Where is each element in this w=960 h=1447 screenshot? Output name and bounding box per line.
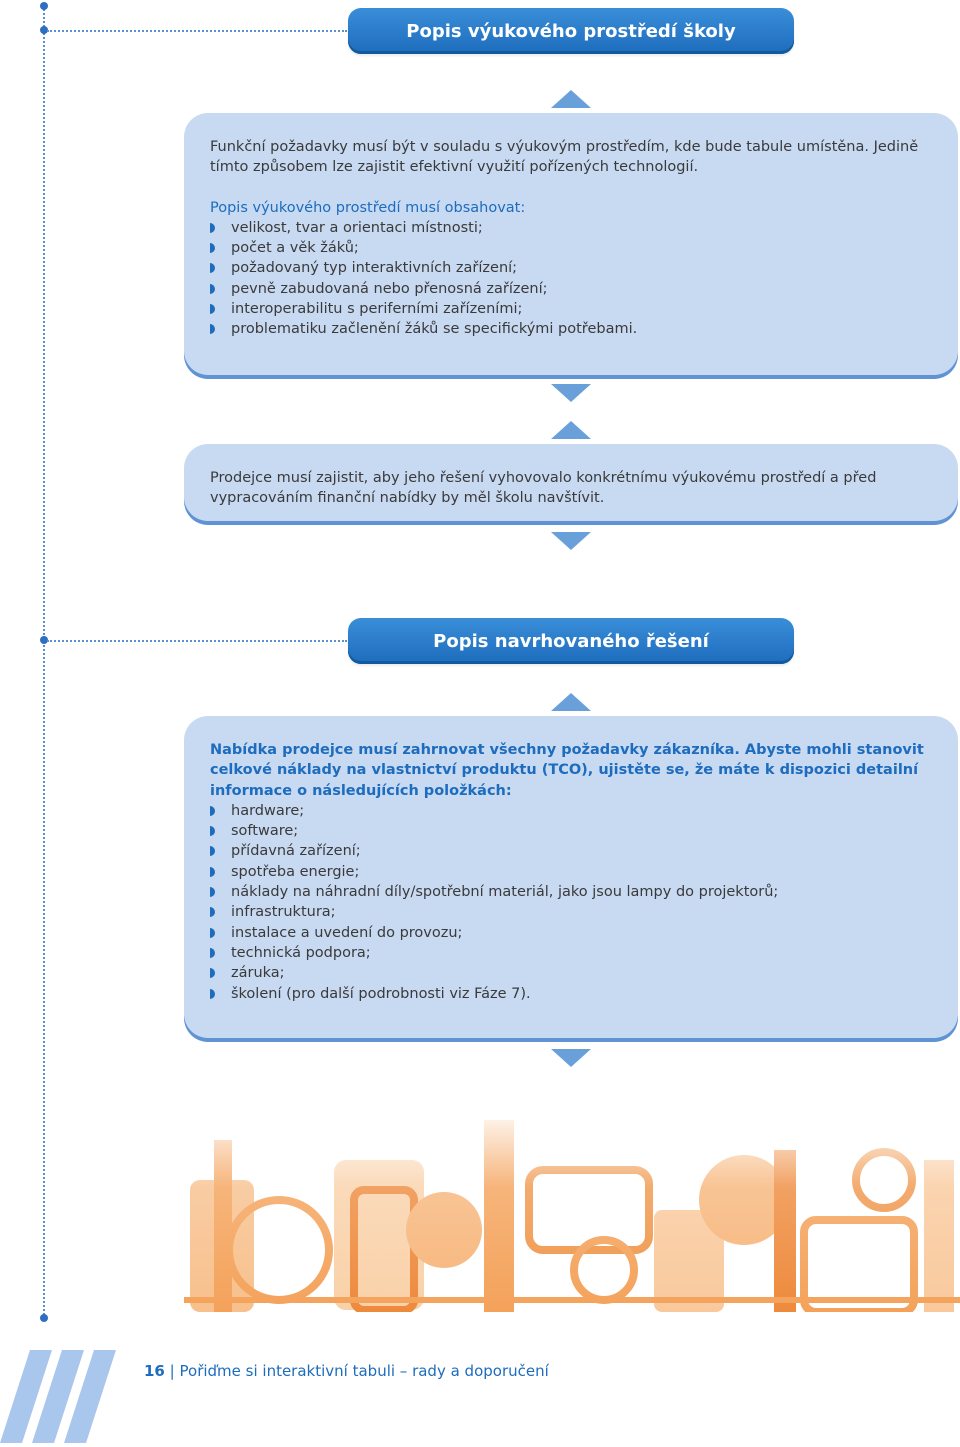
bullet-icon (210, 968, 215, 978)
bullet-icon (210, 887, 215, 897)
requirements-list (210, 218, 938, 340)
arrow-down-icon (551, 532, 591, 550)
footer-separator: | (169, 1362, 175, 1380)
timeline-connector (47, 30, 347, 32)
footer-stripes-decoration (0, 1350, 140, 1443)
vendor-visit-box (184, 444, 958, 521)
timeline-dot (40, 1314, 48, 1322)
offer-intro: Nabídka prodejce musí zahrnovat všechny požadavky zákazníka. Abyste mohli stanovit celkové náklady na vlastnictví produktu (TCO), ujistěte se, že máte k dispozici detailní informace o následujících položkách: (210, 742, 924, 799)
bullet-icon (210, 223, 215, 233)
vendor-visit-paragraph: Prodejce musí zajistit, aby jeho řešení vyhovovalo konkrétnímu výukovému prostředí a před vypracováním finanční nabídky by měl školu navštívit. (210, 470, 877, 507)
bullet-icon (210, 867, 215, 877)
list-item: požadovaný typ interaktivních zařízení; (210, 258, 938, 278)
list-item: počet a věk žáků; (210, 238, 938, 258)
page-footer (144, 1362, 549, 1380)
list-item: přídavná zařízení; (210, 841, 938, 861)
list-item: školení (pro další podrobnosti viz Fáze 7). (210, 984, 938, 1004)
list-item: hardware; (210, 801, 938, 821)
arrow-down-icon (551, 384, 591, 402)
arrow-up-icon (551, 421, 591, 439)
bullet-icon (210, 948, 215, 958)
arrow-down-icon (551, 1049, 591, 1067)
footer-title: Pořiďme si interaktivní tabuli – rady a doporučení (179, 1362, 549, 1380)
list-item: interoperabilitu s periferními zařízeními; (210, 299, 938, 319)
list-item: pevně zabudovaná nebo přenosná zařízení; (210, 279, 938, 299)
list-item: spotřeba energie; (210, 862, 938, 882)
bullet-icon (210, 324, 215, 334)
page-number: 16 (144, 1362, 165, 1380)
bullet-icon (210, 263, 215, 273)
requirements-paragraph: Funkční požadavky musí být v souladu s výukovým prostředím, kde bude tabule umístěna. Jedině tímto způsobem lze zajistit efektivní využití pořízených technologií. (210, 139, 919, 176)
bullet-icon (210, 304, 215, 314)
offer-box (184, 716, 958, 1038)
requirements-box (184, 113, 958, 375)
bullet-icon (210, 989, 215, 999)
list-item: infrastruktura; (210, 902, 938, 922)
list-item: software; (210, 821, 938, 841)
list-item: náklady na náhradní díly/spotřební materiál, jako jsou lampy do projektorů; (210, 882, 938, 902)
timeline-dot (40, 2, 48, 10)
bullet-icon (210, 826, 215, 836)
bullet-icon (210, 846, 215, 856)
section-heading-text: Popis navrhovaného řešení (433, 630, 709, 652)
list-item: instalace a uvedení do provozu; (210, 923, 938, 943)
bullet-icon (210, 243, 215, 253)
list-item: velikost, tvar a orientaci místnosti; (210, 218, 938, 238)
arrow-up-icon (551, 90, 591, 108)
bullet-icon (210, 806, 215, 816)
requirements-intro: Popis výukového prostředí musí obsahovat: (210, 199, 526, 216)
decorative-illustration (184, 1120, 960, 1312)
list-item: záruka; (210, 963, 938, 983)
section-heading-text: Popis výukového prostředí školy (406, 20, 736, 42)
timeline-connector (47, 640, 347, 642)
bullet-icon (210, 284, 215, 294)
list-item: problematiku začlenění žáků se specifickými potřebami. (210, 319, 938, 339)
offer-list (210, 801, 938, 1004)
arrow-up-icon (551, 693, 591, 711)
section-heading (348, 8, 794, 54)
section-heading (348, 618, 794, 664)
timeline-line (43, 6, 45, 1318)
bullet-icon (210, 907, 215, 917)
bullet-icon (210, 928, 215, 938)
list-item: technická podpora; (210, 943, 938, 963)
